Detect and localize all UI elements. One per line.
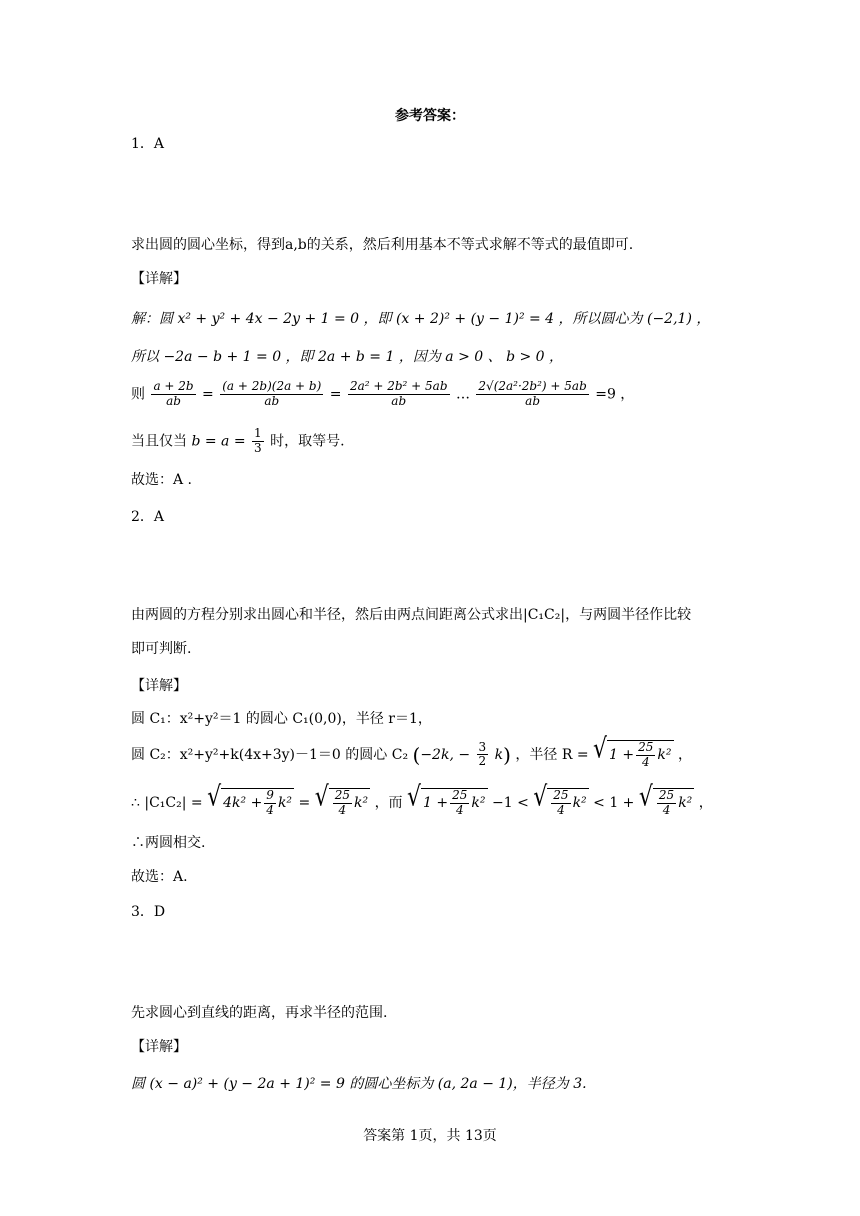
fraction: $\frac{\text{2√(2a²·2b²) + 5ab}}{ab}$ [478,379,587,408]
page-footer: 答案第 1页，共 13页 [363,1128,497,1144]
square-root: √ 4k² + $\frac{9}{4}$ k² [207,781,293,817]
q3-solution-line1: 圆 (x − a)² + (y − 2a + 1)² = 9 的圆心坐标为 (a, 2a − 1)，半径为 3. [131,1076,587,1092]
q2-solution-line4: ∴两圆相交. [131,835,206,851]
q2-conclusion: 故选：A. [131,869,188,885]
square-root: √ 1 + $\frac{25}{4}$ k² [593,733,672,769]
q1-solution-line4: 当且仅当 b = a = $\frac{1}{3}$ 时，取等号. [131,426,345,455]
fraction: $\frac{1}{3}$ [254,426,262,455]
fraction: $\frac{(a + 2b)(2a + b)}{ab}$ [222,379,322,408]
square-root: √ $\frac{25}{4}$ k² [533,781,587,817]
page-title: 参考答案： [395,108,465,124]
q2-analysis-line2: 即可判断. [131,641,192,657]
q2-solution-line1: 圆 C₁：x²+y²＝1 的圆心 C₁(0,0)，半径 r＝1， [131,711,432,727]
square-root: √ $\frac{25}{4}$ k² [638,781,693,817]
q1-solution-line2: 所以 −2a − b + 1 = 0 ，即 2a + b = 1 ，因为 a > 0 、 b > 0 ， [131,349,564,365]
q1-conclusion: 故选：A . [131,472,193,488]
q3-answer: 3．D [131,904,166,920]
q1-answer: 1．A [131,136,165,152]
q2-answer: 2．A [131,509,165,525]
q2-solution-line2: 圆 C₂：x²+y²+k(4x+3y)－1＝0 的圆心 C₂ (−2k, − $\frac{3}{2}$ k) ，半径 R = √ 1 + $\frac{25}{4}$ k² ， [131,733,692,769]
q1-solution-line1: 解：圆 x² + y² + 4x − 2y + 1 = 0 ，即 (x + 2)² + (y − 1)² = 4 ，所以圆心为 (−2,1) ， [131,311,711,327]
q2-solution-line3: ∴ |C₁C₂| = √ 4k² + $\frac{9}{4}$ k² = √ $\frac{25}{4}$ k² ，而 √ 1 + $\frac{25}{4}$ k² −1 < √ $\frac{25}{4}$ k² < 1 + √ $\frac{25}{4}$ k² ， [131,781,713,817]
q1-analysis: 求出圆的圆心坐标，得到a,b的关系，然后利用基本不等式求解不等式的最值即可. [131,237,634,253]
q2-detail-label: 【详解】 [131,678,187,694]
q1-detail-label: 【详解】 [131,271,187,287]
q2-analysis-line1: 由两圆的方程分别求出圆心和半径，然后由两点间距离公式求出|C₁C₂|，与两圆半径作比较 [131,607,692,623]
q3-detail-label: 【详解】 [131,1039,187,1055]
q3-analysis: 先求圆心到直线的距离，再求半径的范围. [131,1005,388,1021]
square-root: √ 1 + $\frac{25}{4}$ k² [407,781,486,817]
fraction: $\frac{\text{2a² + 2b² + 5ab}}{ab}$ [349,379,448,408]
fraction: $\frac{a + 2b}{ab}$ [153,379,194,408]
q1-solution-line3: 则 $\frac{a + 2b}{ab}$ = $\frac{(a + 2b)(2a + b)}{ab}$ = $\frac{\text{2a² + 2b² + 5ab}}{ab}$ … $\frac{\text{2√(2a²·2b²) + 5ab}}{ab}$ =9 ， [131,379,635,408]
fraction: $\frac{3}{2}$ [478,739,487,769]
square-root: √ $\frac{25}{4}$ k² [314,781,369,817]
